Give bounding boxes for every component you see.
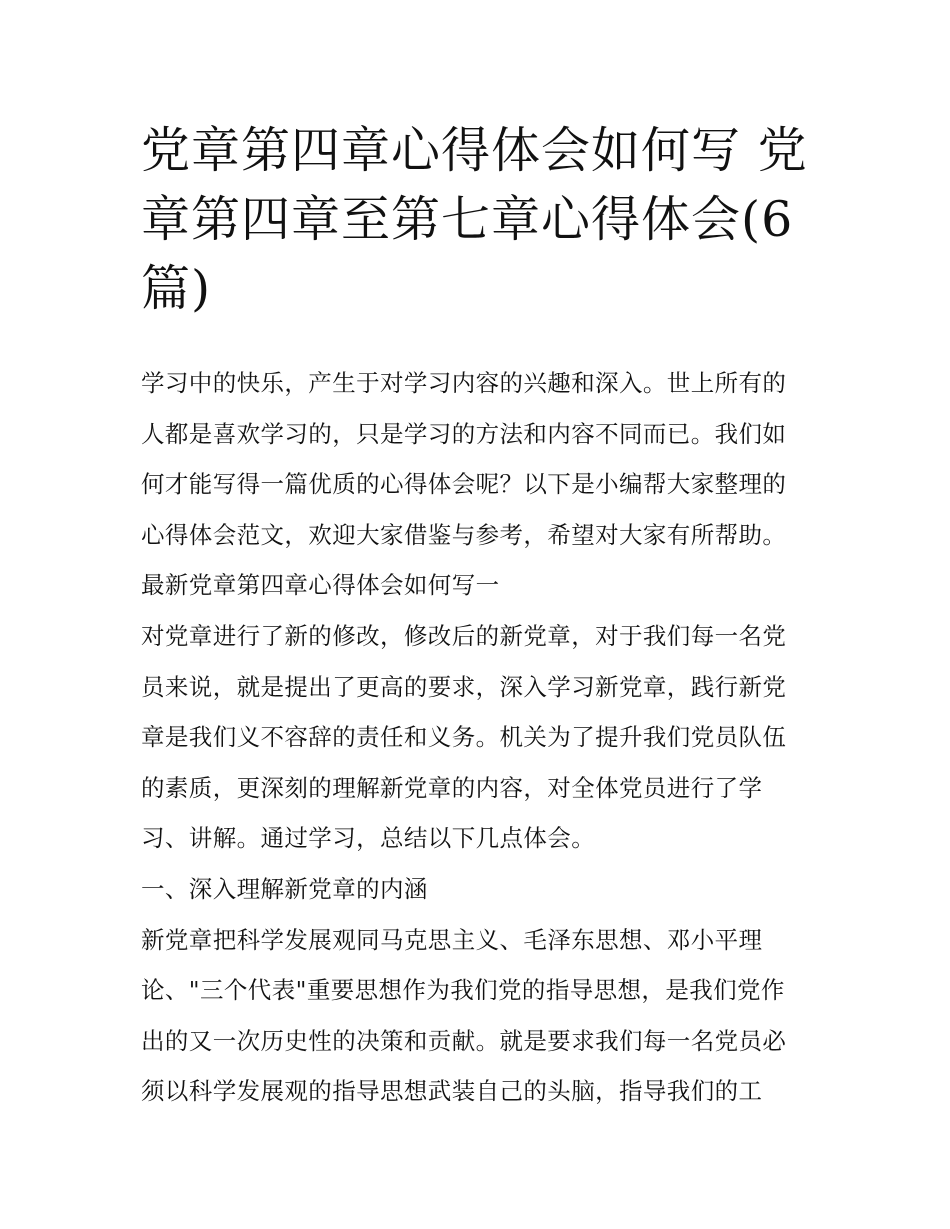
body-line: 对党章进行了新的修改，修改后的新党章，对于我们每一名党 (141, 621, 787, 650)
body-line: 心得体会范文，欢迎大家借鉴与参考，希望对大家有所帮助。 (141, 520, 787, 549)
body-line: 何才能写得一篇优质的心得体会呢？以下是小编帮大家整理的 (141, 470, 787, 499)
title-line: 章第四章至第七章心得体会(6 (141, 191, 794, 248)
document-title (141, 116, 821, 323)
body-line: 人都是喜欢学习的，只是学习的方法和内容不同而已。我们如 (141, 419, 787, 448)
body-line: 员来说，就是提出了更高的要求，深入学习新党章，践行新党 (141, 672, 787, 701)
body-line: 章是我们义不容辞的责任和义务。机关为了提升我们党员队伍 (141, 723, 787, 752)
body-line: 须以科学发展观的指导思想武装自己的头脑，指导我们的工 (141, 1077, 763, 1106)
body-line: 出的又一次历史性的决策和贡献。就是要求我们每一名党员必 (141, 1026, 787, 1055)
body-line: 学习中的快乐，产生于对学习内容的兴趣和深入。世上所有的 (141, 369, 787, 397)
title-line: 党章第四章心得体会如何写 党 (141, 122, 808, 179)
document-body (141, 358, 831, 1117)
body-line: 论、"三个代表"重要思想作为我们党的指导思想，是我们党作 (141, 976, 785, 1005)
title-line: 篇) (141, 260, 212, 317)
subsection-heading: 一、深入理解新党章的内涵 (141, 874, 428, 903)
section-heading: 最新党章第四章心得体会如何写一 (141, 571, 500, 600)
body-line: 的素质，更深刻的理解新党章的内容，对全体党员进行了学 (141, 773, 763, 802)
body-line: 新党章把科学发展观同马克思主义、毛泽东思想、邓小平理 (141, 925, 763, 954)
body-line: 习、讲解。通过学习，总结以下几点体会。 (141, 824, 596, 853)
